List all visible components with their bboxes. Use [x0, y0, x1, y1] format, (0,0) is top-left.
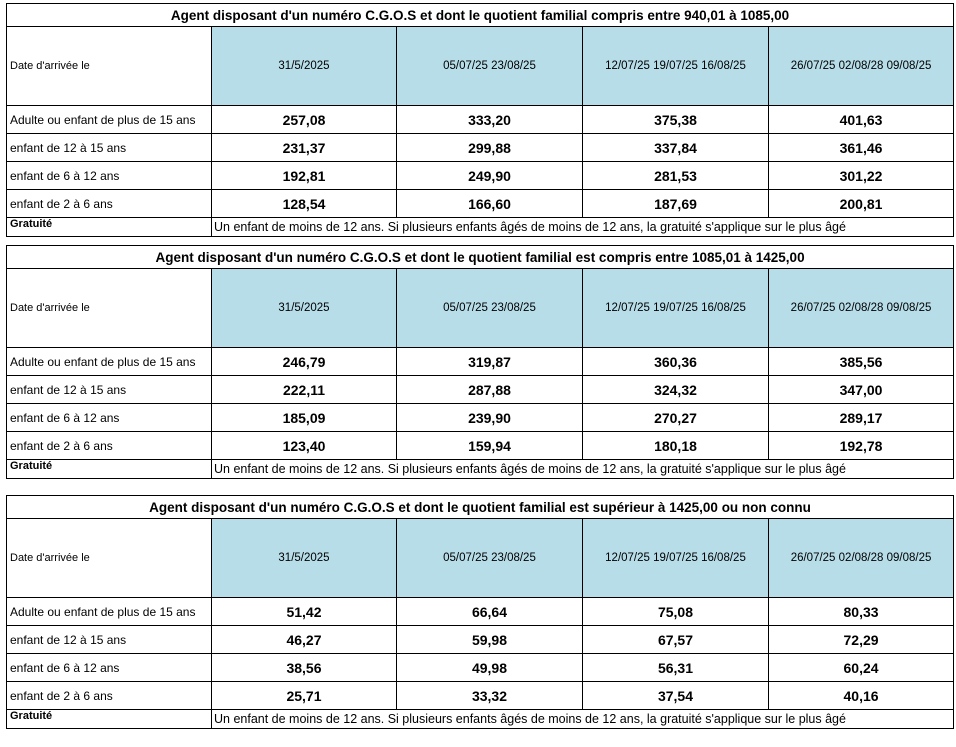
price-cell: 123,40	[212, 432, 397, 460]
table-title: Agent disposant d'un numéro C.G.O.S et dont le quotient familial est supérieur à 1425,00 ou non connu	[7, 496, 954, 519]
free-label: Gratuité	[7, 710, 212, 729]
table-row	[7, 162, 954, 190]
table-row	[7, 654, 954, 682]
price-cell: 56,31	[583, 654, 769, 682]
price-cell: 38,56	[212, 654, 397, 682]
price-cell: 49,98	[397, 654, 583, 682]
price-cell: 375,38	[583, 106, 769, 134]
row-label: enfant de 6 à 12 ans	[7, 654, 212, 682]
price-cell: 166,60	[397, 190, 583, 218]
table-row	[7, 348, 954, 376]
price-cell: 333,20	[397, 106, 583, 134]
table-row	[7, 404, 954, 432]
tariff-table-3	[6, 495, 954, 729]
price-cell: 200,81	[769, 190, 954, 218]
table-row	[7, 134, 954, 162]
table-row	[7, 190, 954, 218]
free-label: Gratuité	[7, 218, 212, 237]
price-cell: 281,53	[583, 162, 769, 190]
date-column-header: 05/07/25 23/08/25	[397, 519, 583, 598]
date-column-header: 31/5/2025	[212, 27, 397, 106]
price-cell: 192,78	[769, 432, 954, 460]
table-row	[7, 106, 954, 134]
price-cell: 289,17	[769, 404, 954, 432]
date-column-header: 26/07/25 02/08/28 09/08/25	[769, 519, 954, 598]
price-cell: 246,79	[212, 348, 397, 376]
price-cell: 75,08	[583, 598, 769, 626]
price-cell: 159,94	[397, 432, 583, 460]
price-cell: 361,46	[769, 134, 954, 162]
price-cell: 60,24	[769, 654, 954, 682]
price-cell: 324,32	[583, 376, 769, 404]
price-cell: 192,81	[212, 162, 397, 190]
table-row	[7, 626, 954, 654]
table-title: Agent disposant d'un numéro C.G.O.S et dont le quotient familial est compris entre 1085,01 à 1425,00	[7, 246, 954, 269]
date-column-header: 26/07/25 02/08/28 09/08/25	[769, 269, 954, 348]
row-label: enfant de 2 à 6 ans	[7, 190, 212, 218]
price-cell: 347,00	[769, 376, 954, 404]
table-title: Agent disposant d'un numéro C.G.O.S et dont le quotient familial compris entre 940,01 à 1085,00	[7, 4, 954, 27]
row-label: Adulte ou enfant de plus de 15 ans	[7, 348, 212, 376]
row-label: enfant de 2 à 6 ans	[7, 432, 212, 460]
price-cell: 185,09	[212, 404, 397, 432]
tariff-table-1	[6, 3, 954, 237]
price-cell: 257,08	[212, 106, 397, 134]
price-cell: 37,54	[583, 682, 769, 710]
price-cell: 360,36	[583, 348, 769, 376]
price-cell: 59,98	[397, 626, 583, 654]
price-cell: 66,64	[397, 598, 583, 626]
price-cell: 287,88	[397, 376, 583, 404]
free-text: Un enfant de moins de 12 ans. Si plusieurs enfants âgés de moins de 12 ans, la gratuité s'applique sur le plus âgé	[212, 218, 954, 237]
arrival-date-label: Date d'arrivée le	[7, 269, 212, 348]
free-row	[7, 218, 954, 237]
price-cell: 128,54	[212, 190, 397, 218]
row-label: enfant de 12 à 15 ans	[7, 626, 212, 654]
price-cell: 80,33	[769, 598, 954, 626]
row-label: Adulte ou enfant de plus de 15 ans	[7, 598, 212, 626]
table-row	[7, 682, 954, 710]
price-cell: 72,29	[769, 626, 954, 654]
price-cell: 239,90	[397, 404, 583, 432]
row-label: enfant de 12 à 15 ans	[7, 376, 212, 404]
date-column-header: 12/07/25 19/07/25 16/08/25	[583, 269, 769, 348]
table-row	[7, 376, 954, 404]
price-cell: 46,27	[212, 626, 397, 654]
price-cell: 299,88	[397, 134, 583, 162]
price-cell: 231,37	[212, 134, 397, 162]
row-label: Adulte ou enfant de plus de 15 ans	[7, 106, 212, 134]
arrival-date-label: Date d'arrivée le	[7, 519, 212, 598]
price-cell: 401,63	[769, 106, 954, 134]
price-cell: 270,27	[583, 404, 769, 432]
free-row	[7, 460, 954, 479]
row-label: enfant de 2 à 6 ans	[7, 682, 212, 710]
date-column-header: 12/07/25 19/07/25 16/08/25	[583, 519, 769, 598]
row-label: enfant de 12 à 15 ans	[7, 134, 212, 162]
price-cell: 249,90	[397, 162, 583, 190]
date-column-header: 31/5/2025	[212, 519, 397, 598]
tariff-table-2	[6, 245, 954, 479]
date-column-header: 12/07/25 19/07/25 16/08/25	[583, 27, 769, 106]
table-row	[7, 598, 954, 626]
price-cell: 319,87	[397, 348, 583, 376]
row-label: enfant de 6 à 12 ans	[7, 162, 212, 190]
price-cell: 337,84	[583, 134, 769, 162]
price-cell: 40,16	[769, 682, 954, 710]
table-row	[7, 432, 954, 460]
price-cell: 385,56	[769, 348, 954, 376]
price-cell: 25,71	[212, 682, 397, 710]
price-cell: 67,57	[583, 626, 769, 654]
price-cell: 301,22	[769, 162, 954, 190]
free-label: Gratuité	[7, 460, 212, 479]
price-cell: 222,11	[212, 376, 397, 404]
price-cell: 180,18	[583, 432, 769, 460]
price-cell: 33,32	[397, 682, 583, 710]
date-column-header: 26/07/25 02/08/28 09/08/25	[769, 27, 954, 106]
arrival-date-label: Date d'arrivée le	[7, 27, 212, 106]
price-cell: 51,42	[212, 598, 397, 626]
free-text: Un enfant de moins de 12 ans. Si plusieurs enfants âgés de moins de 12 ans, la gratuité s'applique sur le plus âgé	[212, 710, 954, 729]
free-text: Un enfant de moins de 12 ans. Si plusieurs enfants âgés de moins de 12 ans, la gratuité s'applique sur le plus âgé	[212, 460, 954, 479]
row-label: enfant de 6 à 12 ans	[7, 404, 212, 432]
price-cell: 187,69	[583, 190, 769, 218]
free-row	[7, 710, 954, 729]
date-column-header: 31/5/2025	[212, 269, 397, 348]
date-column-header: 05/07/25 23/08/25	[397, 269, 583, 348]
date-column-header: 05/07/25 23/08/25	[397, 27, 583, 106]
